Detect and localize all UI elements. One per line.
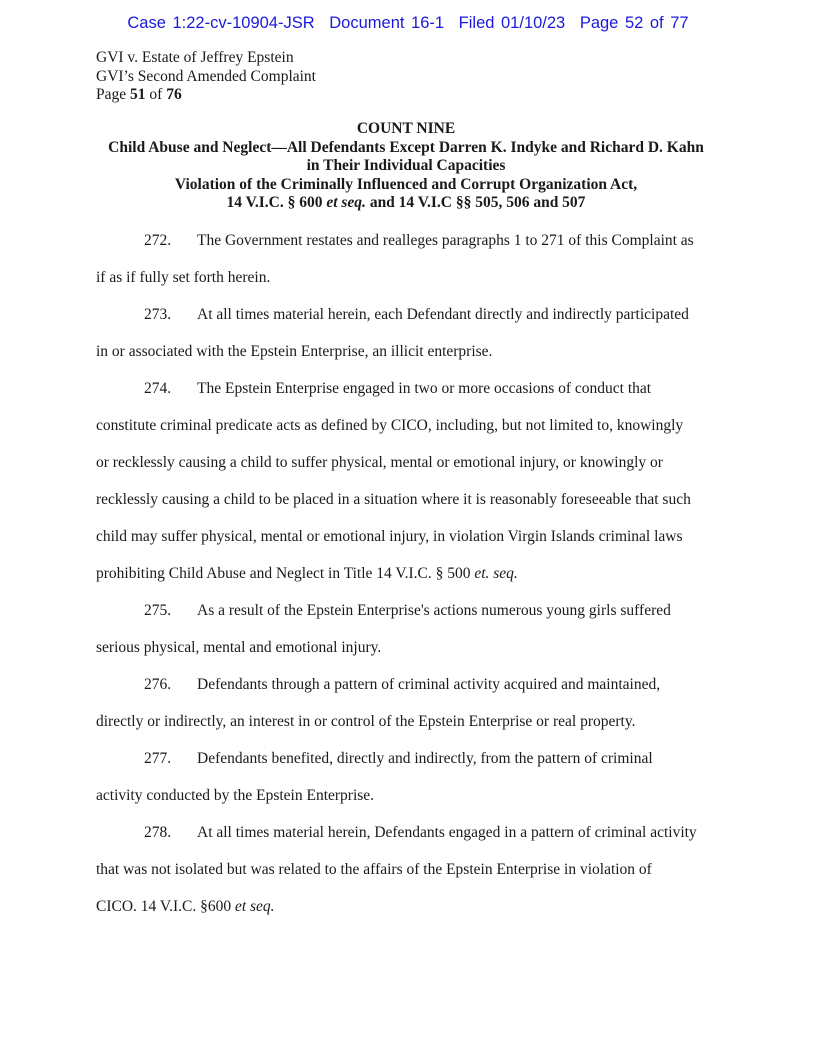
paragraph-text: As a result of the Epstein Enterprise's actions numerous young girls suffered: [197, 602, 671, 619]
paragraph-number: 272.: [144, 232, 172, 249]
case-stamp: [0, 14, 816, 33]
paragraph-line: [96, 518, 720, 555]
paragraph-278: [96, 814, 720, 925]
count-subtitle-3: Violation of the Criminally Influenced and Corrupt Organization Act,: [174, 175, 638, 193]
header-document-title: GVI’s Second Amended Complaint: [96, 67, 316, 85]
paragraph-line: [96, 592, 720, 629]
paragraph-text: The Epstein Enterprise engaged in two or more occasions of conduct that: [197, 380, 652, 397]
count-title: COUNT NINE: [356, 120, 456, 137]
paragraph-text: that was not isolated but was related to the affairs of the Epstein Enterprise in violation of: [96, 861, 652, 878]
paragraph-line: [96, 296, 720, 333]
paragraph-text: serious physical, mental and emotional injury.: [96, 639, 382, 656]
paragraph-275: [96, 592, 720, 666]
count-subtitle-2: in Their Individual Capacities: [306, 157, 506, 174]
paragraph-text: CICO. 14 V.I.C. §600: [96, 898, 235, 915]
case-number: Case 1:22-cv-10904-JSR: [127, 14, 315, 32]
paragraph-number: 275.: [144, 602, 172, 619]
paragraph-text: Defendants through a pattern of criminal activity acquired and maintained,: [197, 676, 661, 693]
filed-date: Filed 01/10/23: [458, 14, 566, 32]
count-heading: [80, 120, 732, 213]
paragraph-line: [96, 407, 720, 444]
paragraph-text: recklessly causing a child to be placed in a situation where it is reasonably foreseeable that such: [96, 491, 691, 508]
paragraph-text: in or associated with the Epstein Enterprise, an illicit enterprise.: [96, 343, 493, 360]
paragraph-line: [96, 481, 720, 518]
count-subtitle-4: 14 V.I.C. § 600 et seq. and 14 V.I.C §§ 505, 506 and 507: [226, 194, 586, 211]
paragraph-line: [96, 555, 720, 592]
paragraph-line: [96, 814, 720, 851]
paragraph-text: if as if fully set forth herein.: [96, 269, 271, 286]
paragraph-line: [96, 370, 720, 407]
paragraph-number: 276.: [144, 676, 172, 693]
paragraph-number: 273.: [144, 306, 172, 323]
paragraph-text: directly or indirectly, an interest in or control of the Epstein Enterprise or real property.: [96, 713, 636, 730]
paragraph-line: [96, 629, 720, 666]
paragraph-text: At all times material herein, Defendants engaged in a pattern of criminal activity: [197, 824, 697, 841]
paragraph-line: [96, 777, 720, 814]
paragraph-number: 278.: [144, 824, 172, 841]
running-header: [96, 49, 316, 105]
paragraph-text: child may suffer physical, mental or emotional injury, in violation Virgin Islands criminal laws: [96, 528, 683, 545]
document-number: Document 16-1: [329, 14, 445, 32]
paragraph-text: constitute criminal predicate acts as defined by CICO, including, but not limited to, knowingly: [96, 417, 684, 434]
paragraph-272: [96, 222, 720, 296]
paragraph-line: [96, 703, 720, 740]
paragraph-276: [96, 666, 720, 740]
paragraph-text: or recklessly causing a child to suffer physical, mental or emotional injury, or knowingly or: [96, 454, 663, 471]
paragraph-273: [96, 296, 720, 370]
count-subtitle-1: Child Abuse and Neglect—All Defendants Except Darren K. Indyke and Richard D. Kahn: [108, 138, 704, 156]
paragraph-text: At all times material herein, each Defendant directly and indirectly participated: [197, 306, 689, 323]
complaint-body: [96, 222, 720, 925]
paragraph-number: 277.: [144, 750, 172, 767]
paragraph-line: [96, 851, 720, 888]
paragraph-text: Defendants benefited, directly and indirectly, from the pattern of criminal: [197, 750, 653, 767]
header-case-title: GVI v. Estate of Jeffrey Epstein: [96, 49, 294, 66]
citation-italic: et seq.: [234, 898, 275, 915]
paragraph-line: [96, 666, 720, 703]
stamp-page: Page 52 of 77: [579, 14, 689, 32]
paragraph-line: [96, 444, 720, 481]
citation-italic: et. seq.: [474, 565, 518, 582]
paragraph-text: The Government restates and realleges paragraphs 1 to 271 of this Complaint as: [197, 232, 694, 249]
paragraph-line: [96, 259, 720, 296]
paragraph-text: prohibiting Child Abuse and Neglect in Title 14 V.I.C. § 500: [96, 565, 475, 582]
paragraph-277: [96, 740, 720, 814]
paragraph-line: [96, 888, 720, 925]
paragraph-text: activity conducted by the Epstein Enterprise.: [96, 787, 375, 804]
paragraph-line: [96, 740, 720, 777]
paragraph-line: [96, 333, 720, 370]
header-page-number: Page 51 of 76: [96, 86, 182, 103]
paragraph-number: 274.: [144, 380, 172, 397]
paragraph-line: [96, 222, 720, 259]
paragraph-274: [96, 370, 720, 592]
